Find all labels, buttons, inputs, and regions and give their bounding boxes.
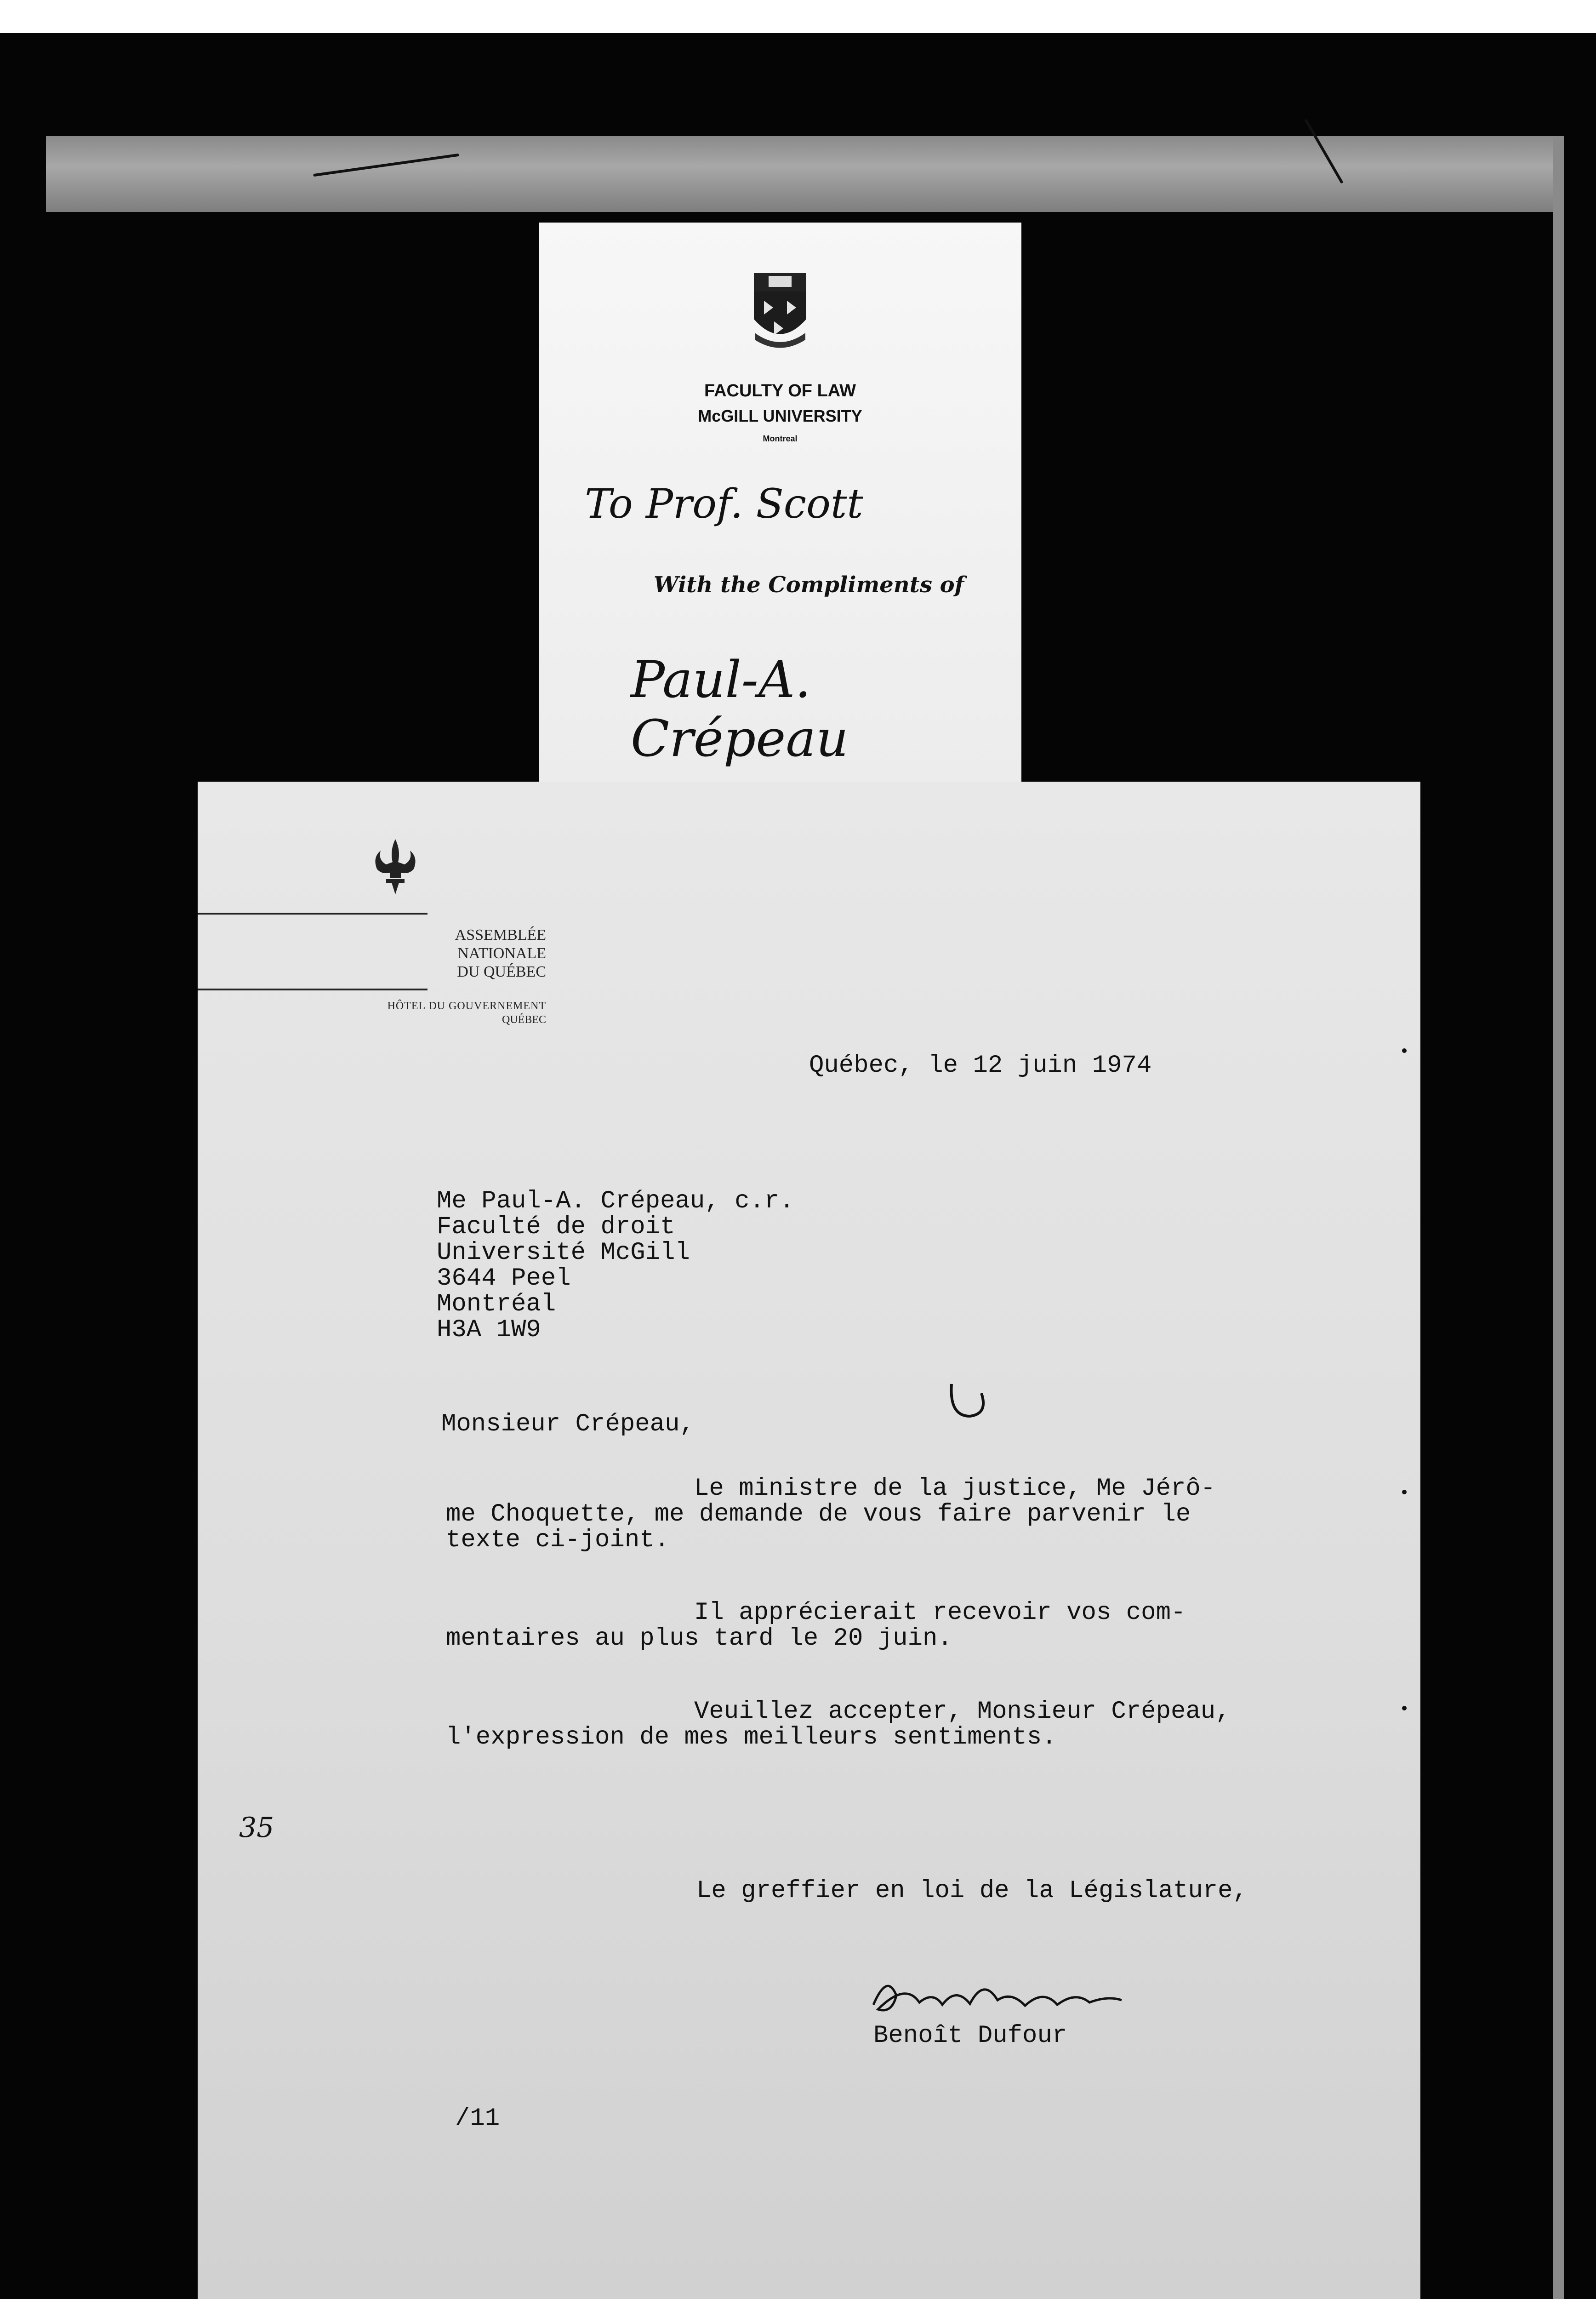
margin-note: 35 <box>239 1812 274 1844</box>
letter-salutation: Monsieur Crépeau, <box>441 1410 695 1438</box>
letter-page <box>198 782 1420 2299</box>
punch-mark <box>1402 1706 1407 1710</box>
paragraph-1-line-3: texte ci-joint. <box>446 1526 670 1554</box>
letterhead-rule-top <box>198 913 428 915</box>
address-line-6: H3A 1W9 <box>437 1316 541 1344</box>
letter-closing: Le greffier en loi de la Législature, <box>696 1877 1248 1905</box>
address-line-1: Me Paul-A. Crépeau, c.r. <box>437 1187 794 1215</box>
address-line-3: Université McGill <box>437 1239 690 1267</box>
letterhead-line-4: HÔTEL DU GOUVERNEMENT <box>387 1000 546 1012</box>
card-university: McGILL UNIVERSITY <box>698 406 862 425</box>
address-line-4: 3644 Peel <box>437 1264 571 1292</box>
address-line-2: Faculté de droit <box>437 1213 675 1241</box>
paragraph-2-line-1: Il apprécierait recevoir vos com- <box>694 1599 1186 1627</box>
paragraph-1-line-1: Le ministre de la justice, Me Jérô- <box>694 1475 1216 1503</box>
check-mark-icon <box>942 1375 993 1425</box>
paragraph-3-line-1: Veuillez accepter, Monsieur Crépeau, <box>694 1698 1231 1726</box>
compliments-card <box>539 223 1021 788</box>
film-edge-right <box>1553 136 1564 2299</box>
address-line-5: Montréal <box>437 1290 556 1318</box>
letterhead-line-1: ASSEMBLÉE <box>455 926 546 944</box>
letter-signatory: Benoît Dufour <box>873 2022 1067 2050</box>
punch-mark <box>1402 1490 1407 1494</box>
mcgill-crest-icon <box>746 264 815 351</box>
letter-date: Québec, le 12 juin 1974 <box>809 1052 1152 1080</box>
card-faculty: FACULTY OF LAW <box>704 381 856 400</box>
fleur-de-lis-icon <box>372 837 418 897</box>
letterhead-rule-bottom <box>198 989 428 990</box>
paragraph-3-line-2: l'expression de mes meilleurs sentiments. <box>446 1723 1057 1751</box>
letterhead-line-3: DU QUÉBEC <box>457 963 546 980</box>
paragraph-1-line-2: me Choquette, me demande de vous faire parvenir le <box>446 1500 1191 1528</box>
card-city: Montreal <box>763 434 798 443</box>
letterhead-line-2: NATIONALE <box>457 945 546 962</box>
page-reference: /11 <box>455 2105 500 2133</box>
letterhead-line-5: QUÉBEC <box>502 1014 546 1026</box>
film-edge-top <box>46 136 1554 212</box>
card-signature: Paul-A. Crépeau <box>631 650 849 768</box>
card-handwritten-to: To Prof. Scott <box>585 480 863 527</box>
punch-mark <box>1402 1048 1407 1053</box>
card-compliments: With the Compliments of <box>654 572 964 598</box>
paragraph-2-line-2: mentaires au plus tard le 20 juin. <box>446 1624 952 1653</box>
